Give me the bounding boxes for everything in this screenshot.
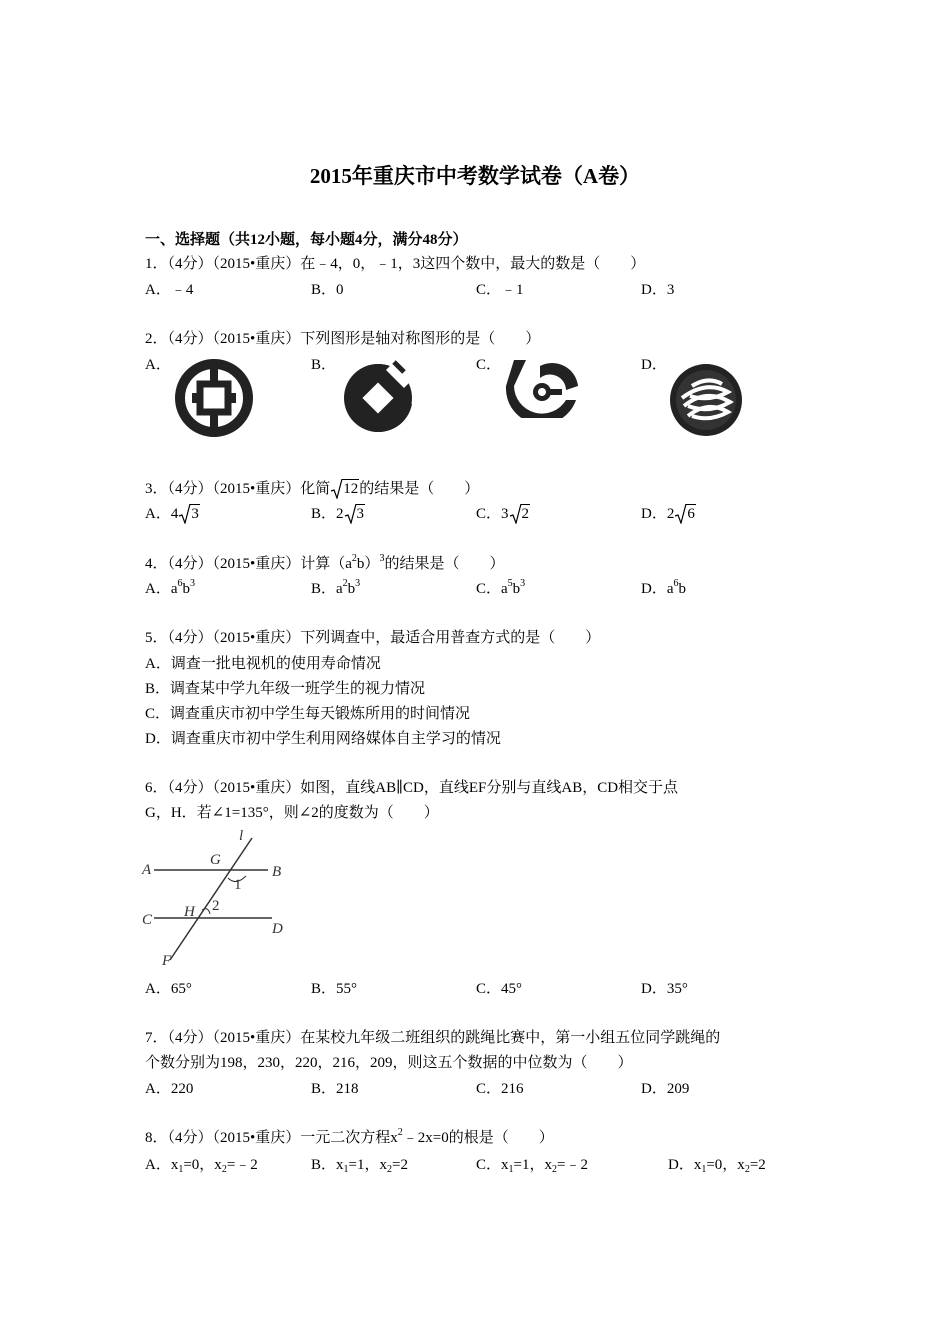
q6-option-c: C．45° [476, 981, 523, 997]
q4-option-b: B．$a^2b^3$ [311, 578, 361, 597]
q2-option-c: C． [476, 357, 502, 373]
ccb-logo-icon [338, 358, 418, 438]
q4-option-a: A．$a^6b^3$ [145, 578, 195, 597]
q2-option-d: D． [641, 357, 667, 373]
china-mobile-logo-icon [666, 360, 746, 440]
q2-stem: 2．（4分）（2015•重庆）下列图形是轴对称图形的是（ ） [145, 331, 541, 347]
q3-option-c: C．3 2 [476, 506, 530, 522]
q3-stem: 3．（4分）（2015•重庆）化简 12的结果是（ ） [145, 481, 480, 497]
q2-option-a: A． [145, 357, 171, 373]
label-g: G [210, 852, 221, 868]
q4-option-c: C．$a^5b^3$ [476, 578, 526, 597]
q4-stem: 4．（4分）（2015•重庆）计算$(a^2b)^3$的结果是（ ） [145, 553, 505, 572]
q1-option-d: D．3 [641, 282, 675, 298]
q8-option-d: D．$x_1=0$，$x_2=2$ [668, 1157, 766, 1175]
q3-option-a: A．4 3 [145, 506, 199, 522]
parallel-lines-figure [140, 826, 300, 971]
q1-option-c: C．﹣1 [476, 282, 524, 298]
q6-option-d: D．35° [641, 981, 688, 997]
q5-stem: 5．（4分）（2015•重庆）下列调查中，最适合用普查方式的是（ ） [145, 630, 601, 646]
label-a: A [142, 862, 152, 878]
q5-option-c: C．调查重庆市初中学生每天锻炼所用的时间情况 [145, 706, 471, 722]
q1-option-b: B．0 [311, 282, 344, 298]
q8-stem: 8．（4分）（2015•重庆）一元二次方程$x^2﹣2x=0$的根是（ ） [145, 1127, 554, 1146]
label-d: D [272, 921, 283, 937]
label-h: H [184, 904, 195, 920]
q7-option-d: D．209 [641, 1081, 690, 1097]
q6-stem-line1: 6．（4分）（2015•重庆）如图，直线AB∥CD，直线EF分别与直线AB，CD相交于点 [145, 780, 679, 796]
sqrt-12: 12 [330, 479, 359, 498]
page-title: 2015年重庆市中考数学试卷（A卷） [309, 164, 641, 188]
q7-option-a: A．220 [145, 1081, 194, 1097]
q2-option-b: B． [311, 357, 337, 373]
label-2: 2 [212, 898, 220, 914]
q3-option-b: B．2 3 [311, 506, 365, 522]
q7-stem-line2: 个数分别为198，230，220，216，209，则这五个数据的中位数为（ ） [145, 1055, 633, 1071]
coin-logo-icon [174, 358, 254, 438]
label-b: B [272, 864, 282, 880]
q8-option-c: C．$x_1=1$，$x_2=﹣2$ [476, 1157, 588, 1175]
q1-option-a: A．﹣4 [145, 282, 194, 298]
q4-option-d: D．$a^6b$ [641, 578, 686, 597]
spiral-logo-icon [500, 356, 582, 418]
q8-option-b: B．$x_1=1$，$x_2=2$ [311, 1157, 408, 1175]
q5-option-b: B．调查某中学九年级一班学生的视力情况 [145, 681, 426, 697]
label-c: C [142, 912, 153, 928]
q8-option-a: A．$x_1=0$，$x_2=﹣2$ [145, 1157, 258, 1175]
q5-option-d: D．调查重庆市初中学生利用网络媒体自主学习的情况 [145, 731, 501, 747]
q5-option-a: A．调查一批电视机的使用寿命情况 [145, 656, 381, 672]
label-l: l [239, 828, 244, 844]
q6-option-a: A．65° [145, 981, 192, 997]
label-1: 1 [234, 877, 242, 893]
q6-option-b: B．55° [311, 981, 358, 997]
q7-option-b: B．218 [311, 1081, 359, 1097]
section-heading: 一、选择题（共12小题，每小题4分，满分48分） [145, 232, 468, 248]
q7-option-c: C．216 [476, 1081, 524, 1097]
q3-option-d: D．2 6 [641, 506, 695, 522]
q1-stem: 1．（4分）（2015•重庆）在﹣4，0，﹣1，3这四个数中，最大的数是（ ） [145, 256, 646, 272]
q7-stem-line1: 7．（4分）（2015•重庆）在某校九年级二班组织的跳绳比赛中，第一小组五位同学跳绳的 [145, 1030, 721, 1046]
q6-stem-line2: G，H．若∠1=135°，则∠2的度数为（ ） [145, 805, 439, 821]
label-f: F [162, 953, 172, 969]
